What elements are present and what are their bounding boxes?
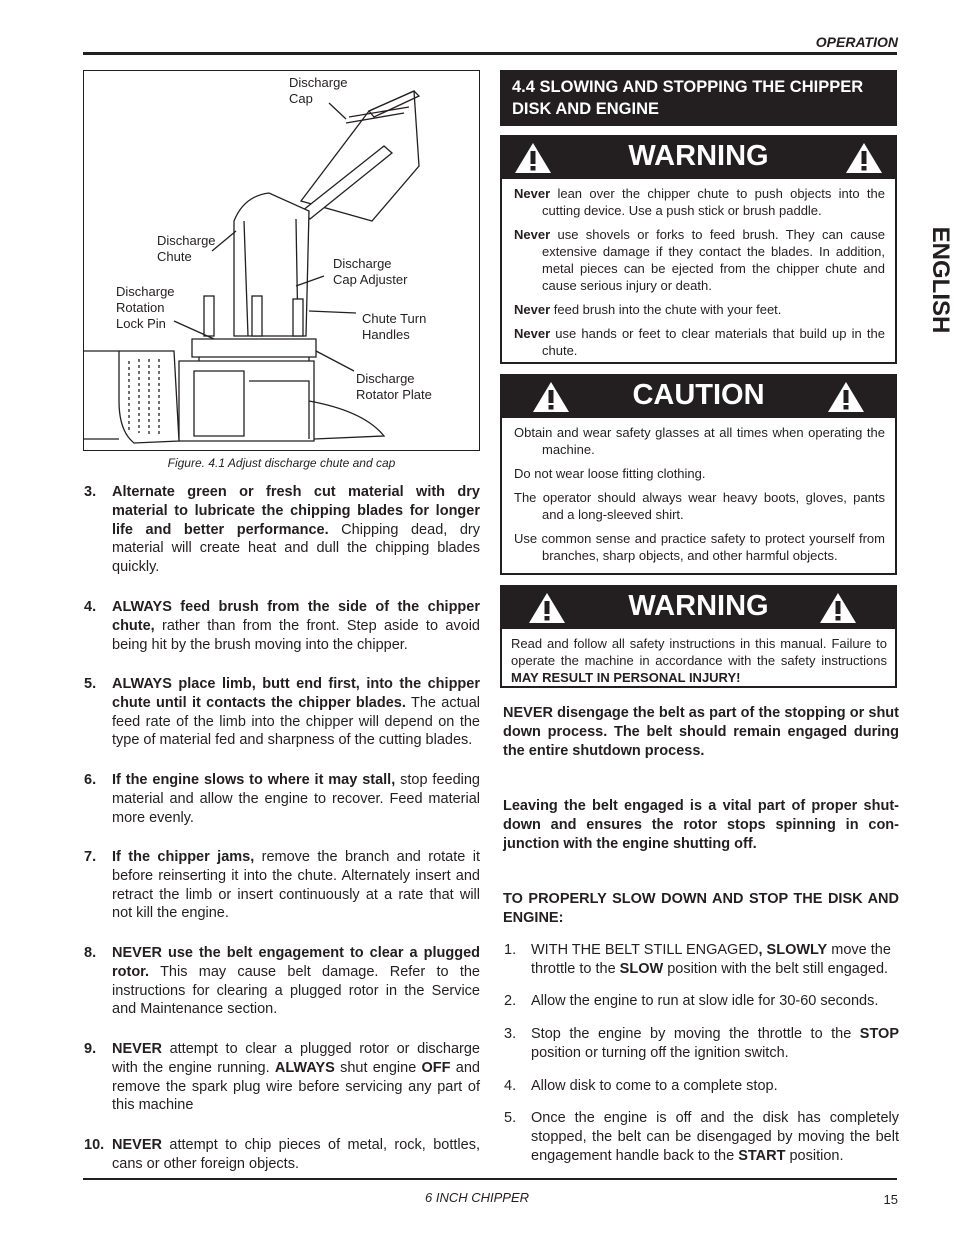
warning-box xyxy=(500,135,897,364)
caution-item: Obtain and wear safety glasses at all times when operating the machine. xyxy=(514,425,885,457)
label-rotator-plate: Discharge Rotator Plate xyxy=(356,371,432,402)
label-rotation-lock-pin: Discharge Rotation Lock Pin xyxy=(116,284,175,331)
warning-triangle-icon xyxy=(845,142,883,174)
section-heading: 4.4 SLOWING AND STOPPING THE CHIPPER DISK AND ENGINE xyxy=(500,70,897,126)
subheading: TO PROPERLY SLOW DOWN AND STOP THE DISK AND ENGINE: xyxy=(503,891,899,926)
list-item: 9. NEVER attempt to clear a plugged rotor or discharge with the engine running. ALWAYS shut engine OFF and remove the spark plug wire before servicing any part of this machine xyxy=(84,1041,480,1114)
page-number: 15 xyxy=(883,1192,898,1207)
label-turn-handles: Chute Turn Handles xyxy=(362,311,427,342)
paragraph: NEVER disengage the belt as part of the stopping or shut down process. The belt should remain engaged during the entire shutdown process. xyxy=(503,705,899,759)
step-item: 4. Allow disk to come to a complete stop. xyxy=(504,1078,778,1094)
warning-title: WARNING xyxy=(628,590,769,622)
running-header: OPERATION xyxy=(815,34,898,50)
warning-item: Never feed brush into the chute with your feet. xyxy=(514,302,782,317)
step-item: 3. Stop the engine by moving the throttle to the STOP position or turning off the ignition switch. xyxy=(504,1026,899,1061)
step-item: 1. WITH THE BELT STILL ENGAGED, SLOWLY move the throttle to the SLOW position with the belt still engaged. xyxy=(504,942,891,977)
language-tab: ENGLISH xyxy=(927,226,954,334)
warning-text: Read and follow all safety instructions in this manual. Failure to operate the machine in accordance with the safety instructions MAY RESULT IN PERSONAL INJURY! xyxy=(511,636,887,685)
figure-caption: Figure. 4.1 Adjust discharge chute and cap xyxy=(167,456,396,470)
paragraph: Leaving the belt engaged is a vital part of proper shut-down and ensures the rotor stops spinning in con-junction with the engine shutting off. xyxy=(503,798,899,852)
warning-body xyxy=(502,629,895,697)
caution-title: CAUTION xyxy=(632,379,765,411)
list-item: 5. ALWAYS place limb, butt end first, into the chipper chute until it contacts the chipper blades. The actual feed rate of the limb into the chipper will depend on the type of material fed and sharpness of the cutting blades. xyxy=(84,676,480,749)
figure-box xyxy=(83,70,480,451)
list-item: 10. NEVER attempt to chip pieces of metal, rock, bottles, cans or other foreign objects. xyxy=(84,1137,480,1172)
header-rule xyxy=(83,52,897,55)
list-item: 8. NEVER use the belt engagement to clear a plugged rotor. This may cause belt damage. Refer to the instructions for clearing a plugged rotor in the Service and Maintenance section. xyxy=(84,945,480,1018)
warning-item: Never use shovels or forks to feed brush. They can cause extensive damage if they contact the blades. In addition, metal pieces can be ejected from the chipper chute and cause serious injury or death. xyxy=(514,227,885,293)
list-item: 4. ALWAYS feed brush from the side of the chipper chute, rather than from the front. Step aside to avoid being hit by the brush moving into the chipper. xyxy=(84,599,480,653)
list-item: 6. If the engine slows to where it may stall, stop feeding material and allow the engine to recover. Feed material more evenly. xyxy=(84,772,480,826)
warning-body xyxy=(502,179,895,370)
label-discharge-chute: Discharge Chute xyxy=(157,233,216,264)
step-item: 2. Allow the engine to run at slow idle for 30-60 seconds. xyxy=(504,993,879,1009)
warning-item: Never use hands or feet to clear materials that build up in the chute. xyxy=(514,326,885,358)
list-item: 7. If the chipper jams, remove the branch and rotate it before reinserting it into the chute. Alternately insert and retract the limb or insert continuously at a rate that will not kill the engine. xyxy=(84,849,480,922)
caution-body xyxy=(502,418,895,575)
warning-triangle-icon xyxy=(819,592,857,624)
step-item: 5. Once the engine is off and the disk has completely stopped, the belt can be disengaged by moving the belt engagement handle back to the START position. xyxy=(504,1110,899,1164)
warning-item: Never lean over the chipper chute to push objects into the cutting device. Use a push stick or brush paddle. xyxy=(514,186,885,218)
label-cap-adjuster: Discharge Cap Adjuster xyxy=(333,256,408,287)
list-item: 3. Alternate green or fresh cut material with dry material to lubricate the chipping blades for longer life and better performance. Chipping dead, dry material will create heat and dull the chipping blades quickly. xyxy=(84,484,480,576)
footer-rule xyxy=(83,1178,897,1180)
caution-item: Use common sense and practice safety to protect yourself from branches, sharp objects, and other harmful objects. xyxy=(514,531,885,563)
footer-title: 6 INCH CHIPPER xyxy=(424,1190,530,1205)
warning-box xyxy=(500,585,897,688)
caution-box xyxy=(500,374,897,575)
warning-title: WARNING xyxy=(628,140,769,172)
caution-triangle-icon xyxy=(827,381,865,413)
caution-item: The operator should always wear heavy boots, gloves, pants and a long-sleeved shirt. xyxy=(514,490,885,522)
label-discharge-cap: Discharge Cap xyxy=(289,75,348,106)
caution-item: Do not wear loose fitting clothing. xyxy=(514,466,706,481)
